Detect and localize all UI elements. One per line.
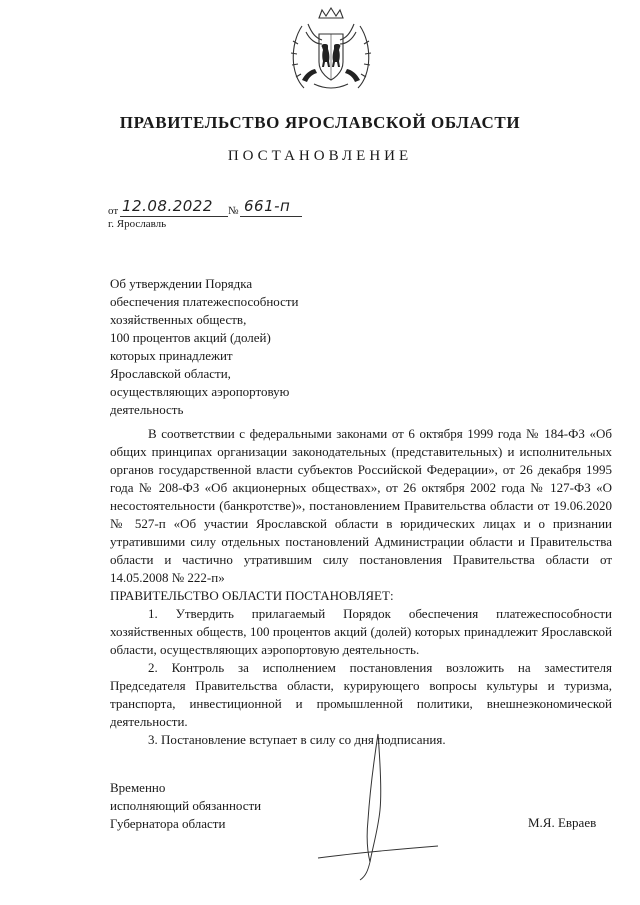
number-prefix: № (228, 205, 239, 217)
government-title: ПРАВИТЕЛЬСТВО ЯРОСЛАВСКОЙ ОБЛАСТИ (119, 113, 521, 132)
subject-line: обеспечения платежеспособности (110, 294, 299, 309)
decree-item-1: 1. Утвердить прилагаемый Порядок обеспечения платежеспособности хозяйственных обществ, 100 процентов акций (долей) которых принадлежит Ярославской области, осуществляющих аэропортовую деятельность. (110, 606, 612, 657)
position-line: Губернатора области (110, 816, 226, 831)
handwritten-date: 12.08.2022 (122, 197, 213, 215)
preamble-paragraph: В соответствии с федеральными законами от 6 октября 1999 года № 184-ФЗ «Об общих принципах организации законодательных (представительных) и исполнительных органов государственной власти субъектов Российской Федерации», от 26 декабря 1995 года № 208-ФЗ «Об акционерных обществах», от 26 октября 2002 года № 127-ФЗ «О несостоятельности (банкротстве)», постановлением Правительства области от 19.06.2020 № 527-п «Об участии Ярославской области в юридических лицах и о признании утратившими силу отдельных постановлений Администрации области и Правительства области и частично утратившим силу постановления Правительства области от 14.05.2008 № 222-п» (110, 426, 612, 585)
subject-line: хозяйственных обществ, (110, 312, 247, 327)
document-type: ПОСТАНОВЛЕНИЕ (227, 148, 413, 164)
subject-line: деятельность (110, 402, 184, 417)
city-label: г. Ярославль (108, 218, 167, 230)
subject-line: которых принадлежит (110, 348, 233, 363)
handwritten-signature (308, 730, 448, 890)
signatory-position (110, 779, 261, 833)
decree-item-3: 3. Постановление вступает в силу со дня подписания. (148, 732, 446, 747)
document-subject (110, 275, 410, 419)
position-line: исполняющий обязанности (110, 798, 262, 813)
decree-statement: ПРАВИТЕЛЬСТВО ОБЛАСТИ ПОСТАНОВЛЯЕТ: (110, 588, 394, 603)
subject-line: Об утверждении Порядка (110, 276, 253, 291)
document-body (110, 425, 612, 749)
coat-of-arms-emblem (286, 4, 376, 96)
date-number-line (108, 197, 328, 219)
date-prefix: от (108, 205, 119, 217)
subject-line: осуществляющих аэропортовую (110, 384, 290, 399)
handwritten-number: 661-п (244, 197, 291, 215)
subject-line: Ярославской области, (110, 366, 231, 381)
position-line: Временно (110, 780, 166, 795)
date-underline (120, 216, 228, 217)
subject-line: 100 процентов акций (долей) (110, 330, 271, 345)
signatory-name: М.Я. Евраев (528, 815, 597, 830)
number-underline (240, 216, 302, 217)
decree-item-2: 2. Контроль за исполнением постановления возложить на заместителя Председателя Правительства области, курирующего вопросы культуры и туризма, транспорта, инвестиционной и промышленной политики, внешнеэкономической деятельности. (110, 660, 612, 729)
